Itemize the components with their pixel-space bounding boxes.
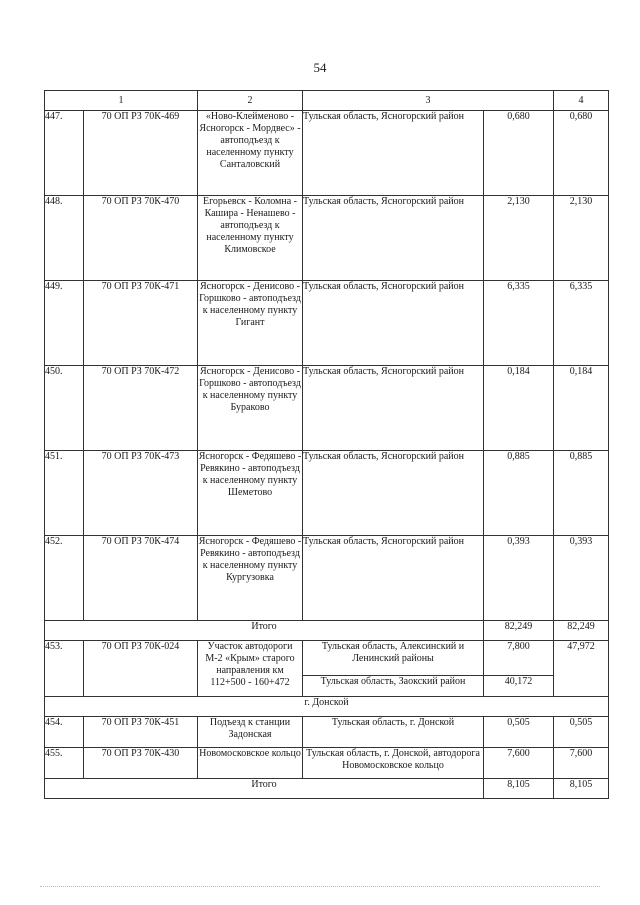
road-name: Ясногорск - Денисово - Горшково - автоподъезд к населенному пункту Бураково [198, 366, 303, 451]
segment-length: 7,600 [484, 748, 554, 779]
section-title: г. Донской [45, 697, 609, 717]
road-name: Участок автодороги М-2 «Крым» старого направления км 112+500 - 160+472 [198, 641, 303, 697]
segment-length: 6,335 [484, 281, 554, 366]
road-location: Тульская область, г. Донской, автодорога Новомосковское кольцо [303, 748, 484, 779]
subtotal-length: 8,105 [484, 779, 554, 799]
road-name: Ясногорск - Федяшево - Ревякино - автоподъезд к населенному пункту Кургузовка [198, 536, 303, 621]
road-location: Тульская область, Ясногорский район [303, 536, 484, 621]
header-col-2: 2 [198, 91, 303, 111]
segment-length: 0,885 [484, 451, 554, 536]
row-number: 455. [45, 748, 84, 779]
road-name: Ясногорск - Денисово - Горшково - автоподъезд к населенному пункту Гигант [198, 281, 303, 366]
row-number: 447. [45, 111, 84, 196]
road-name: «Ново-Клейменово - Ясногорск - Мордвес» - автоподъезд к населенному пункту Санталовский [198, 111, 303, 196]
road-name: Егорьевск - Коломна - Кашира - Ненашево - автоподъезд к населенному пункту Климовское [198, 196, 303, 281]
total-length: 0,505 [554, 717, 609, 748]
road-code: 70 ОП РЗ 70К-451 [84, 717, 198, 748]
table-row [45, 281, 609, 366]
header-col-4: 4 [554, 91, 609, 111]
road-code: 70 ОП РЗ 70К-024 [84, 641, 198, 697]
table-row [45, 196, 609, 281]
total-length: 0,393 [554, 536, 609, 621]
subtotal-length: 82,249 [484, 621, 554, 641]
road-location: Тульская область, г. Донской [303, 717, 484, 748]
road-location: Тульская область, Алексинский и Ленинский районы [303, 641, 484, 676]
road-location: Тульская область, Ясногорский район [303, 366, 484, 451]
segment-length: 0,505 [484, 717, 554, 748]
header-row [45, 91, 609, 111]
total-length: 6,335 [554, 281, 609, 366]
road-code: 70 ОП РЗ 70К-473 [84, 451, 198, 536]
total-length: 47,972 [554, 641, 609, 697]
road-code: 70 ОП РЗ 70К-470 [84, 196, 198, 281]
row-number: 453. [45, 641, 84, 697]
subtotal-label: Итого [45, 779, 484, 799]
scan-artifact-line [40, 886, 600, 891]
segment-length: 0,680 [484, 111, 554, 196]
road-code: 70 ОП РЗ 70К-430 [84, 748, 198, 779]
subtotal-row [45, 621, 609, 641]
segment-length: 0,184 [484, 366, 554, 451]
subtotal-label: Итого [45, 621, 484, 641]
road-register-table [44, 90, 609, 799]
road-name: Ясногорск - Федяшево - Ревякино - автоподъезд к населенному пункту Шеметово [198, 451, 303, 536]
section-row [45, 697, 609, 717]
road-code: 70 ОП РЗ 70К-472 [84, 366, 198, 451]
row-number: 452. [45, 536, 84, 621]
total-length: 0,184 [554, 366, 609, 451]
segment-length: 0,393 [484, 536, 554, 621]
total-length: 0,885 [554, 451, 609, 536]
table-row [45, 717, 609, 748]
table-row [45, 536, 609, 621]
segment-length: 2,130 [484, 196, 554, 281]
road-location: Тульская область, Ясногорский район [303, 281, 484, 366]
road-location: Тульская область, Заокский район [303, 676, 484, 697]
table-row [45, 641, 609, 676]
road-location: Тульская область, Ясногорский район [303, 451, 484, 536]
page-number: 54 [313, 60, 327, 75]
row-number: 454. [45, 717, 84, 748]
table-row [45, 451, 609, 536]
total-length: 2,130 [554, 196, 609, 281]
row-number: 450. [45, 366, 84, 451]
header-col-1: 1 [45, 91, 198, 111]
subtotal-total: 82,249 [554, 621, 609, 641]
row-number: 451. [45, 451, 84, 536]
segment-length: 7,800 [484, 641, 554, 676]
row-number: 449. [45, 281, 84, 366]
table-row [45, 366, 609, 451]
subtotal-row [45, 779, 609, 799]
subtotal-total: 8,105 [554, 779, 609, 799]
road-location: Тульская область, Ясногорский район [303, 196, 484, 281]
total-length: 7,600 [554, 748, 609, 779]
segment-length: 40,172 [484, 676, 554, 697]
road-code: 70 ОП РЗ 70К-474 [84, 536, 198, 621]
road-name: Подъезд к станции Задонская [198, 717, 303, 748]
header-col-3: 3 [303, 91, 554, 111]
total-length: 0,680 [554, 111, 609, 196]
road-location: Тульская область, Ясногорский район [303, 111, 484, 196]
table-row [45, 748, 609, 779]
road-code: 70 ОП РЗ 70К-471 [84, 281, 198, 366]
road-name: Новомосковское кольцо [198, 748, 303, 779]
row-number: 448. [45, 196, 84, 281]
road-code: 70 ОП РЗ 70К-469 [84, 111, 198, 196]
table-row [45, 111, 609, 196]
